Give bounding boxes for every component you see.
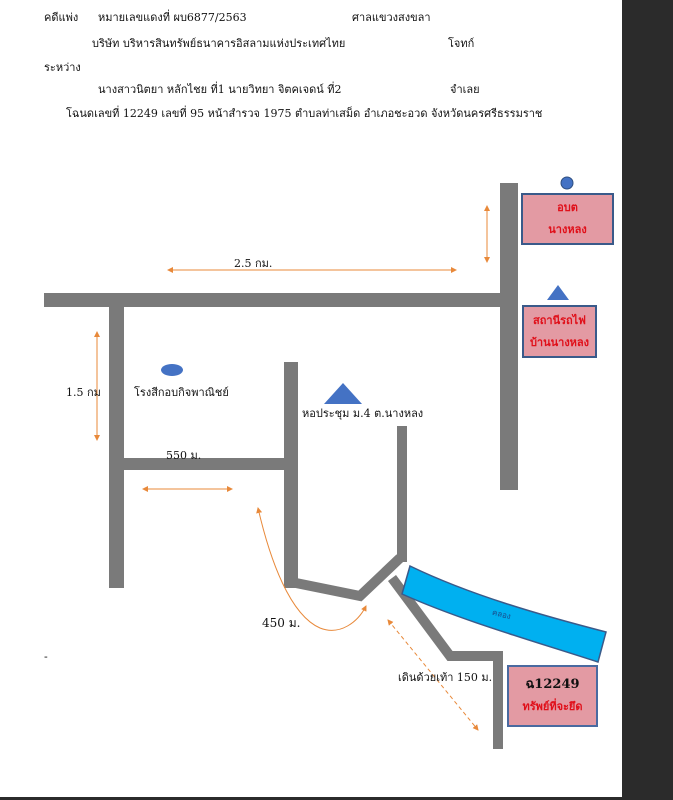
angled-road: [291, 558, 400, 596]
box-station-line2: บ้านนางหลง: [529, 335, 590, 349]
deed-line: โฉนดเลขที่ 12249 เลขที่ 95 หน้าสำรวจ 1975 ตำบลท่าเสม็ด อำเภอชะอวด จังหวัดนครศรีธรรมราช: [66, 107, 543, 120]
case-label: คดีแพ่ง: [44, 11, 79, 24]
circle-marker-icon: [561, 177, 573, 189]
label-factory: โรงสีกอบกิจพาณิชย์: [134, 386, 229, 399]
label-curve-distance: 450 ม.: [262, 616, 301, 630]
plaintiff-role: โจทก์: [448, 37, 475, 50]
label-canal: คลอง: [491, 607, 512, 622]
box-plot-line2: ทรัพย์ที่จะยึด: [522, 700, 583, 713]
label-branch-distance: 550 ม.: [166, 449, 202, 462]
arrow-curve: [258, 508, 366, 630]
box-station-line1: สถานีรถไฟ: [533, 313, 586, 327]
label-hall: หอประชุม ม.4 ต.นางหลง: [302, 407, 424, 420]
box-plot-line1: ฉ12249: [525, 677, 580, 692]
defendant-role: จำเลย: [450, 83, 480, 96]
box-station: [522, 305, 597, 358]
label-walk-distance: เดินด้วยเท้า 150 ม.: [398, 671, 493, 684]
triangle-marker-icon: [547, 285, 569, 300]
ellipse-marker-icon: [161, 364, 183, 376]
box-obt-line2: นางหลง: [548, 223, 587, 236]
dash-mark: -: [44, 650, 48, 663]
box-obt: [521, 193, 614, 245]
label-left-distance: 1.5 กม: [66, 386, 101, 399]
court-name: ศาลแขวงสงขลา: [352, 11, 431, 24]
hall-triangle-icon: [324, 383, 362, 404]
box-obt-line1: อบต: [557, 201, 578, 214]
label-top-distance: 2.5 กม.: [234, 257, 273, 270]
box-plot: [507, 665, 598, 727]
defendants-names: นางสาวนิตยา หลักไชย ที่1 นายวิทยา จิตคเจดน์ ที่2: [98, 83, 342, 96]
case-number: หมายเลขแดงที่ ผบ6877/2563: [98, 11, 247, 24]
between-label: ระหว่าง: [44, 61, 81, 74]
plaintiff-name: บริษัท บริหารสินทรัพย์ธนาคารอิสลามแห่งประเทศไทย: [92, 37, 346, 50]
